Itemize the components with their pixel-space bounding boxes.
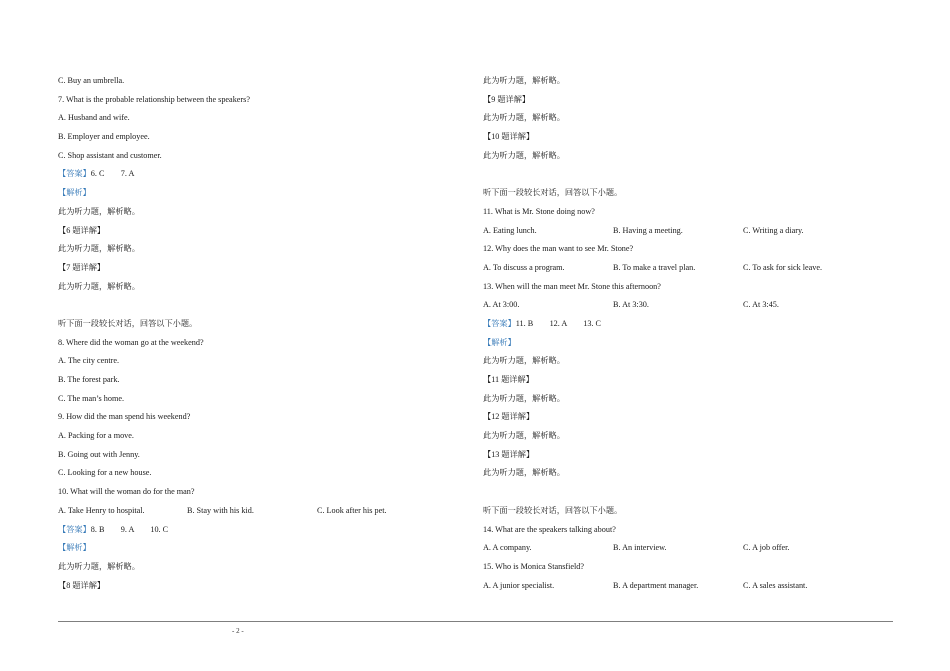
text-line — [483, 427, 903, 446]
line-text: 听下面一段较长对话，回答以下小题。 — [483, 505, 623, 515]
answer-option: C. To ask for sick leave. — [743, 262, 823, 272]
answer-option: A. A company. — [483, 543, 532, 553]
line-text: 13. When will the man meet Mr. Stone this afternoon? — [483, 281, 661, 291]
answer-option: C. Look after his pet. — [317, 505, 387, 515]
line-text: B. Employer and employee. — [58, 132, 150, 142]
text-line — [58, 390, 458, 409]
text-line — [483, 464, 903, 483]
footer-rule — [58, 621, 893, 622]
text-line — [483, 371, 903, 390]
left-column — [58, 72, 458, 595]
text-line — [58, 334, 458, 353]
line-text: 12. Why does the man want to see Mr. Stone? — [483, 244, 634, 254]
line-text: 此为听力题，解析略。 — [58, 244, 140, 254]
line-text: 6. C 7. A — [90, 169, 135, 179]
text-line — [483, 147, 903, 166]
answer-option: A. Take Henry to hospital. — [58, 505, 145, 515]
options-row — [483, 259, 903, 278]
text-line — [58, 278, 458, 297]
line-text: B. The forest park. — [58, 375, 120, 384]
line-text: 此为听力题，解析略。 — [483, 431, 565, 441]
line-text: 此为听力题，解析略。 — [483, 468, 565, 478]
line-text: 此为听力题，解析略。 — [483, 113, 565, 123]
text-line — [483, 390, 903, 409]
text-line — [483, 521, 903, 540]
line-text: 11. What is Mr. Stone doing now? — [483, 206, 595, 216]
line-text: C. The man’s home. — [58, 393, 125, 403]
right-column — [483, 72, 903, 595]
answer-block-line — [58, 165, 458, 184]
line-text: 11. B 12. A 13. C — [515, 318, 601, 328]
blank-line — [483, 165, 903, 184]
line-text: 【6 题详解】 — [58, 225, 106, 235]
answer-option: A. Eating lunch. — [483, 225, 537, 235]
text-line — [58, 483, 458, 502]
answer-option: C. Writing a diary. — [743, 225, 804, 235]
text-line — [483, 91, 903, 110]
text-line — [483, 203, 903, 222]
line-text: A. Husband and wife. — [58, 113, 130, 123]
answer-block-line — [58, 521, 458, 540]
text-line — [58, 147, 458, 166]
line-text: 【11 题详解】 — [483, 375, 534, 384]
line-text: 此为听力题，解析略。 — [483, 356, 565, 366]
text-line — [483, 240, 903, 259]
answer-option: B. An interview. — [613, 543, 667, 553]
text-line — [58, 577, 458, 596]
answer-block-line — [58, 184, 458, 203]
text-line — [58, 315, 458, 334]
text-line — [58, 408, 458, 427]
blank-line — [58, 296, 458, 315]
answer-option: C. A sales assistant. — [743, 580, 808, 590]
answer-option: A. To discuss a program. — [483, 262, 565, 272]
line-text: C. Shop assistant and customer. — [58, 150, 162, 160]
line-text: 【8 题详解】 — [58, 580, 106, 590]
answer-option: A. A junior specialist. — [483, 580, 555, 590]
section-label: 【解析】 — [58, 188, 91, 198]
options-row — [58, 502, 458, 521]
line-text: 【13 题详解】 — [483, 449, 535, 459]
text-line — [58, 222, 458, 241]
text-line — [58, 427, 458, 446]
answer-option: A. At 3:00. — [483, 300, 520, 310]
text-line — [483, 502, 903, 521]
text-line — [58, 203, 458, 222]
options-row — [483, 539, 903, 558]
line-text: 10. What will the woman do for the man? — [58, 487, 195, 497]
line-text: 【7 题详解】 — [58, 262, 106, 272]
section-label: 【答案】 — [58, 524, 91, 534]
line-text: 7. What is the probable relationship between the speakers? — [58, 94, 250, 104]
line-text: 此为听力题，解析略。 — [58, 561, 140, 571]
answer-option: B. Stay with his kid. — [187, 505, 254, 515]
line-text: 此为听力题，解析略。 — [58, 281, 140, 291]
line-text: 14. What are the speakers talking about? — [483, 524, 616, 534]
text-line — [58, 371, 458, 390]
line-text: 【12 题详解】 — [483, 412, 535, 422]
answer-option: B. To make a travel plan. — [613, 262, 696, 272]
line-text: 8. Where did the woman go at the weekend? — [58, 337, 204, 347]
line-text: B. Going out with Jenny. — [58, 449, 140, 459]
line-text: 听下面一段较长对话，回答以下小题。 — [483, 188, 623, 198]
answer-block-line — [58, 539, 458, 558]
options-row — [483, 296, 903, 315]
line-text: 此为听力题，解析略。 — [483, 393, 565, 403]
line-text: 【10 题详解】 — [483, 132, 535, 142]
text-line — [483, 558, 903, 577]
section-label: 【答案】 — [58, 169, 91, 179]
text-line — [58, 240, 458, 259]
section-label: 【解析】 — [58, 543, 91, 553]
answer-option: C. A job offer. — [743, 543, 790, 553]
answer-option: C. At 3:45. — [743, 300, 779, 310]
line-text: C. Looking for a new house. — [58, 468, 152, 478]
options-row — [483, 577, 903, 596]
text-line — [58, 446, 458, 465]
text-line — [58, 72, 458, 91]
answer-block-line — [483, 334, 903, 353]
line-text: A. Packing for a move. — [58, 431, 134, 441]
text-line — [483, 184, 903, 203]
text-line — [58, 464, 458, 483]
text-line — [58, 128, 458, 147]
page-number: - 2 - — [232, 627, 244, 635]
section-label: 【答案】 — [483, 318, 516, 328]
text-line — [58, 352, 458, 371]
line-text: 【9 题详解】 — [483, 94, 531, 104]
line-text: C. Buy an umbrella. — [58, 76, 125, 85]
line-text: 8. B 9. A 10. C — [90, 524, 169, 534]
options-row — [483, 222, 903, 241]
answer-option: B. A department manager. — [613, 580, 699, 590]
line-text: 9. How did the man spend his weekend? — [58, 412, 191, 422]
line-text: 此为听力题，解析略。 — [483, 150, 565, 160]
text-line — [58, 259, 458, 278]
line-text: A. The city centre. — [58, 356, 120, 366]
text-line — [483, 446, 903, 465]
text-line — [483, 72, 903, 91]
text-line — [483, 109, 903, 128]
line-text: 15. Who is Monica Stansfield? — [483, 561, 585, 571]
text-line — [483, 128, 903, 147]
line-text: 此为听力题，解析略。 — [483, 76, 565, 85]
answer-option: B. Having a meeting. — [613, 225, 683, 235]
text-line — [58, 558, 458, 577]
text-line — [58, 91, 458, 110]
text-line — [483, 408, 903, 427]
text-line — [58, 109, 458, 128]
blank-line — [483, 483, 903, 502]
text-line — [483, 352, 903, 371]
line-text: 听下面一段较长对话，回答以下小题。 — [58, 318, 198, 328]
answer-block-line — [483, 315, 903, 334]
section-label: 【解析】 — [483, 337, 516, 347]
text-line — [483, 278, 903, 297]
line-text: 此为听力题，解析略。 — [58, 206, 140, 216]
answer-option: B. At 3:30. — [613, 300, 649, 310]
